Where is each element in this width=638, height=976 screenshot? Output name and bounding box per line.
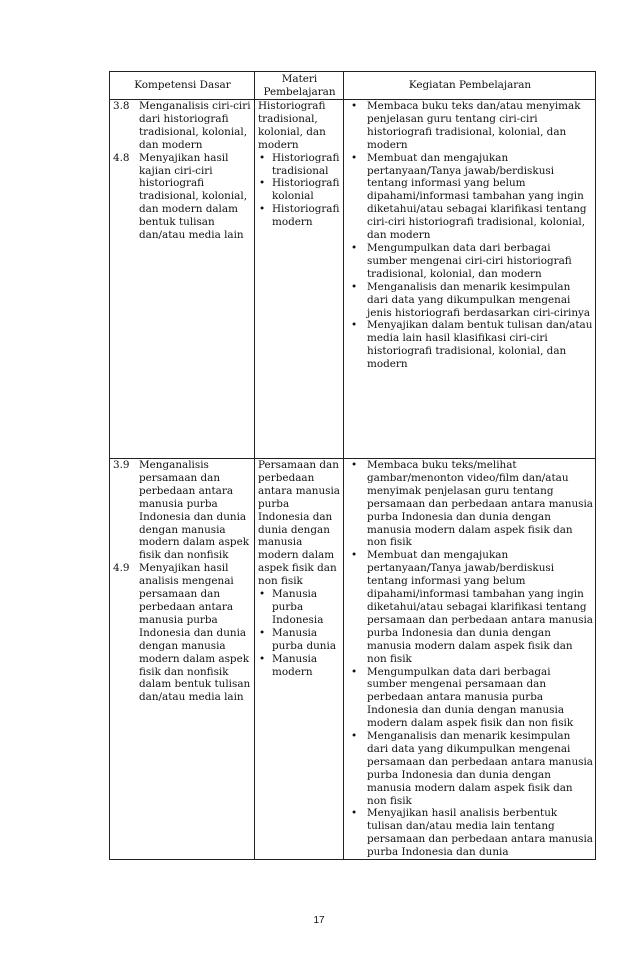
kegiatan-item: • Menyajikan hasil analisis berbentuk tulisan dan/atau media lain tentang persamaan dan perbedaan antara manusia purba Indonesia dan dunia <box>347 807 593 859</box>
kd-item <box>113 100 252 152</box>
kd-item <box>113 459 252 562</box>
materi-item: • Manusia purba Indonesia <box>258 588 341 627</box>
kd-text: Menyajikan hasil kajian ciri-ciri historiografi tradisional, kolonial, dan modern dalam bentuk tulisan dan/atau media lain <box>139 151 248 242</box>
materi-cell <box>255 459 344 860</box>
kd-text: Menganalisis ciri-ciri dari historiografi tradisional, kolonial, dan modern <box>139 100 251 151</box>
header-kompetensi-dasar: Kompetensi Dasar <box>110 72 255 100</box>
kegiatan-item: • Membuat dan mengajukan pertanyaan/Tanya jawab/berdiskusi tentang informasi yang belum dipahami/informasi tambahan yang ingin diketahui/atau sebagai klarifikasi tentang ciri-ciri historiografi tradisional, kolonial, dan modern <box>347 152 593 242</box>
kompetensi-cell <box>110 100 255 459</box>
header-kegiatan-pembelajaran: Kegiatan Pembelajaran <box>344 72 596 100</box>
materi-item: • Historiografi tradisional <box>258 152 341 178</box>
kegiatan-list <box>347 100 593 371</box>
kegiatan-item: • Membuat dan mengajukan pertanyaan/Tanya jawab/berdiskusi tentang informasi yang belum dipahami/informasi tambahan yang ingin diketahui/atau sebagai klarifikasi tentang persamaan dan perbedaan antara manusia purba Indonesia dan dunia dengan manusia modern dalam aspek fisik dan non fisik <box>347 549 593 665</box>
materi-list <box>258 152 341 229</box>
curriculum-table <box>109 71 596 860</box>
kd-number: 4.9 <box>113 562 130 575</box>
page-number: 17 <box>313 915 325 926</box>
materi-item: • Manusia modern <box>258 653 341 679</box>
kegiatan-item: • Membaca buku teks/melihat gambar/menonton video/film dan/atau menyimak penjelasan guru tentang persamaan dan perbedaan antara manusia purba Indonesia dan dunia dengan manusia modern dalam aspek fisik dan non fisik <box>347 459 593 549</box>
table-row <box>110 100 596 459</box>
kegiatan-list <box>347 459 593 859</box>
kd-text: Menyajikan hasil analisis mengenai persamaan dan perbedaan antara manusia purba Indonesia dan dunia dengan manusia modern dalam aspek fisik dan nonfisik dalam bentuk tulisan dan/atau media lain <box>139 562 251 704</box>
kd-number: 3.8 <box>113 100 130 112</box>
materi-intro: Historiografi tradisional, kolonial, dan modern <box>258 100 326 151</box>
kegiatan-cell <box>344 100 596 459</box>
materi-item: • Manusia purba dunia <box>258 627 341 653</box>
kegiatan-item: • Mengumpulkan data dari berbagai sumber mengenai persamaan dan perbedaan antara manusia purba Indonesia dan dunia dengan manusia modern dalam aspek fisik dan non fisik <box>347 666 593 731</box>
kegiatan-item: • Membaca buku teks dan/atau menyimak penjelasan guru tentang ciri-ciri historiografi tradisional, kolonial, dan modern <box>347 100 593 152</box>
header-materi-pembelajaran: Materi Pembelajaran <box>255 72 344 100</box>
kd-text: Menganalisis persamaan dan perbedaan antara manusia purba Indonesia dan dunia dengan manusia modern dalam aspek fisik dan nonfisik <box>139 459 250 562</box>
materi-cell <box>255 100 344 459</box>
kd-item <box>113 562 252 704</box>
kd-item <box>113 152 252 242</box>
materi-list <box>258 588 341 678</box>
kegiatan-item: • Mengumpulkan data dari berbagai sumber mengenai ciri-ciri historiografi tradisional, kolonial, dan modern <box>347 242 593 281</box>
kegiatan-item: • Menganalisis dan menarik kesimpulan dari data yang dikumpulkan mengenai persamaan dan perbedaan antara manusia purba Indonesia dan dunia dengan manusia modern dalam aspek fisik dan non fisik <box>347 730 593 807</box>
materi-item: • Historiografi modern <box>258 203 341 229</box>
kompetensi-cell <box>110 459 255 860</box>
table-row <box>110 459 596 860</box>
kegiatan-item: • Menganalisis dan menarik kesimpulan dari data yang dikumpulkan mengenai jenis historiografi berdasarkan ciri-cirinya <box>347 281 593 320</box>
kd-number: 3.9 <box>113 459 130 471</box>
kd-number: 4.8 <box>113 151 130 164</box>
kegiatan-cell <box>344 459 596 860</box>
kegiatan-item: • Menyajikan dalam bentuk tulisan dan/atau media lain hasil klasifikasi ciri-ciri historiografi tradisional, kolonial, dan modern <box>347 319 593 371</box>
materi-item: • Historiografi kolonial <box>258 177 341 203</box>
materi-intro: Persamaan dan perbedaan antara manusia purba Indonesia dan dunia dengan manusia modern dalam aspek fisik dan non fisik <box>258 459 341 588</box>
table-header-row <box>110 72 596 100</box>
